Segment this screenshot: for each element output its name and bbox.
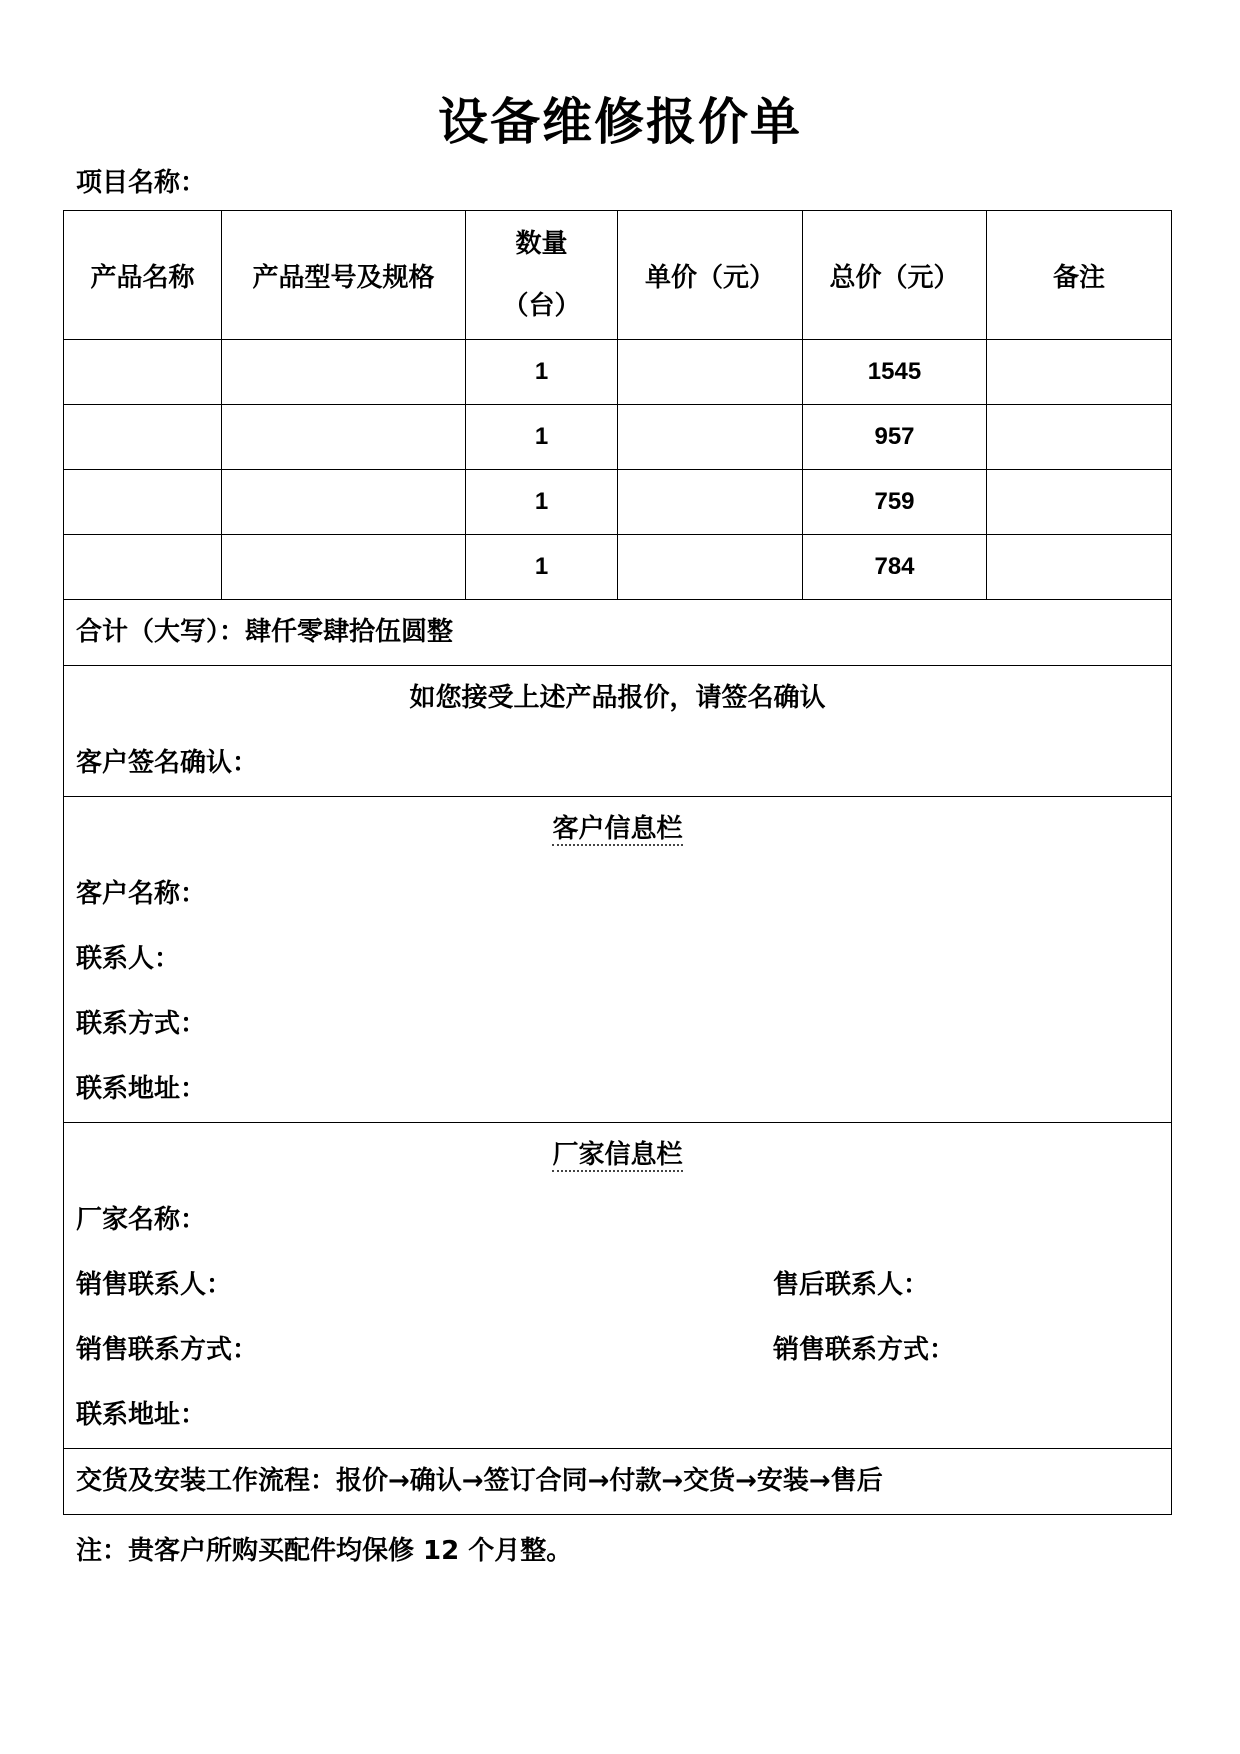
table-header-row (64, 211, 1172, 340)
customer-address-label: 联系地址： (76, 1074, 207, 1104)
cell-unit-price (618, 470, 803, 535)
total-row (64, 600, 1172, 666)
vendor-name-label: 厂家名称： (76, 1205, 207, 1235)
cell-quantity: 1 (466, 535, 618, 600)
total-uppercase: 合计（大写）：肆仟零肆拾伍圆整 (76, 617, 454, 647)
customer-signature-label: 客户签名确认： (76, 748, 259, 778)
customer-contact-label: 联系人： (76, 944, 181, 974)
header-total-price: 总价（元） (803, 211, 987, 340)
cell-unit-price (618, 535, 803, 600)
cell-remark (987, 405, 1172, 470)
header-unit-price: 单价（元） (618, 211, 803, 340)
cell-quantity: 1 (466, 405, 618, 470)
table-row (64, 470, 1172, 535)
vendor-contacts-line (64, 1253, 1171, 1318)
confirm-prompt: 如您接受上述产品报价，请签名确认 (409, 683, 826, 713)
header-quantity (466, 211, 618, 340)
cell-quantity: 1 (466, 340, 618, 405)
cell-remark (987, 535, 1172, 600)
cell-product-name (64, 470, 222, 535)
page-title: 设备维修报价单 (438, 93, 802, 151)
after-sales-contact-label: 售后联系人： (773, 1270, 930, 1300)
quote-table (63, 210, 1172, 1515)
table-row (64, 535, 1172, 600)
sales-contact-label: 销售联系人： (76, 1270, 233, 1300)
vendor-address-label: 联系地址： (76, 1400, 207, 1430)
workflow-row (64, 1449, 1172, 1515)
vendor-info-section (64, 1123, 1172, 1449)
header-product-name: 产品名称 (64, 211, 222, 340)
customer-info-title (64, 797, 1171, 862)
cell-total-price: 784 (803, 535, 987, 600)
cell-product-name (64, 535, 222, 600)
cell-product-name (64, 405, 222, 470)
customer-contact-method-label: 联系方式： (76, 1009, 207, 1039)
cell-product-name (64, 340, 222, 405)
table-row (64, 405, 1172, 470)
header-model-spec: 产品型号及规格 (222, 211, 466, 340)
table-row (64, 340, 1172, 405)
sales-contact-method-label: 销售联系方式： (76, 1335, 259, 1365)
customer-name-label: 客户名称： (76, 879, 207, 909)
vendor-methods-line (64, 1318, 1171, 1383)
after-sales-contact-method-label: 销售联系方式： (773, 1335, 956, 1365)
cell-model-spec (222, 340, 466, 405)
header-quantity-line2: （台） (502, 291, 581, 321)
cell-model-spec (222, 535, 466, 600)
header-remark: 备注 (987, 211, 1172, 340)
customer-info-title-text: 客户信息栏 (552, 814, 683, 844)
confirmation-row (64, 666, 1172, 797)
cell-model-spec (222, 470, 466, 535)
cell-total-price: 1545 (803, 340, 987, 405)
header-quantity-line1: 数量 (515, 229, 568, 259)
customer-info-section (64, 797, 1172, 1123)
workflow-text: 交货及安装工作流程：报价→确认→签订合同→付款→交货→安装→售后 (76, 1466, 883, 1496)
cell-total-price: 957 (803, 405, 987, 470)
cell-total-price: 759 (803, 470, 987, 535)
cell-remark (987, 340, 1172, 405)
cell-unit-price (618, 405, 803, 470)
cell-remark (987, 470, 1172, 535)
cell-quantity: 1 (466, 470, 618, 535)
cell-model-spec (222, 405, 466, 470)
vendor-info-title-text: 厂家信息栏 (552, 1140, 683, 1170)
vendor-info-title (64, 1123, 1171, 1188)
project-name-label: 项目名称： (76, 168, 207, 198)
warranty-note: 注：贵客户所购买配件均保修 12 个月整。 (76, 1536, 573, 1566)
cell-unit-price (618, 340, 803, 405)
